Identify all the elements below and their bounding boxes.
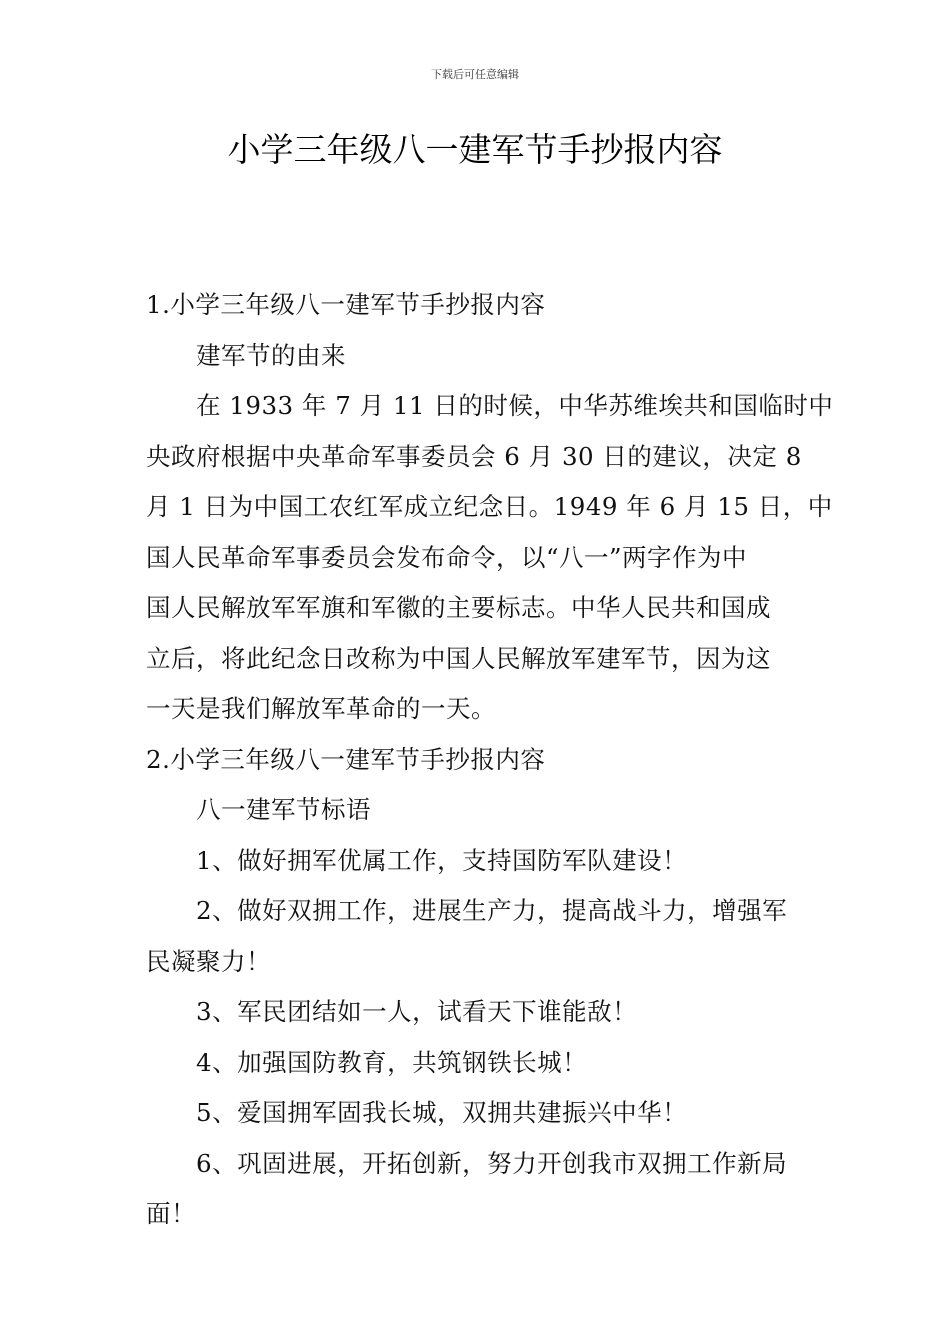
paragraph-line: 月 1 日为中国工农红军成立纪念日。1949 年 6 月 15 日，中 (146, 492, 833, 521)
paragraph-line: 在 1933 年 7 月 11 日的时候，中华苏维埃共和国临时中 (196, 391, 834, 420)
header-note: 下载后可任意编辑 (431, 68, 519, 81)
paragraph-line: 一天是我们解放军革命的一天。 (146, 694, 496, 723)
document-body (146, 280, 834, 1240)
slogan-item: 4、加强国防教育，共筑钢铁长城！ (196, 1047, 588, 1077)
paragraph-line: 央政府根据中央革命军事委员会 6 月 30 日的建议，决定 8 (146, 441, 802, 471)
subheading-slogans: 八一建军节标语 (196, 795, 371, 824)
subheading-origin: 建军节的由来 (196, 340, 346, 370)
slogan-item-continued: 面！ (146, 1199, 196, 1228)
slogan-item: 1、做好拥军优属工作，支持国防军队建设！ (196, 845, 688, 875)
slogan-item: 5、爱国拥军固我长城，双拥共建振兴中华！ (196, 1098, 688, 1127)
section-heading-2: 2.小学三年级八一建军节手抄报内容 (146, 744, 546, 774)
slogan-item: 2、做好双拥工作，进展生产力，提高战斗力，增强军 (196, 896, 788, 925)
slogan-item-continued: 民凝聚力！ (146, 946, 271, 976)
paragraph-line: 国人民革命军事委员会发布命令，以“八一”两字作为中 (146, 542, 748, 572)
slogan-item: 6、巩固进展，开拓创新，努力开创我市双拥工作新局 (196, 1148, 788, 1178)
section-heading-1: 1.小学三年级八一建军节手抄报内容 (146, 290, 546, 319)
document-title: 小学三年级八一建军节手抄报内容 (227, 130, 723, 169)
paragraph-line: 立后，将此纪念日改称为中国人民解放军建军节，因为这 (146, 643, 771, 673)
paragraph-line: 国人民解放军军旗和军徽的主要标志。中华人民共和国成 (146, 593, 771, 622)
slogan-item: 3、军民团结如一人，试看天下谁能敌！ (196, 997, 638, 1026)
